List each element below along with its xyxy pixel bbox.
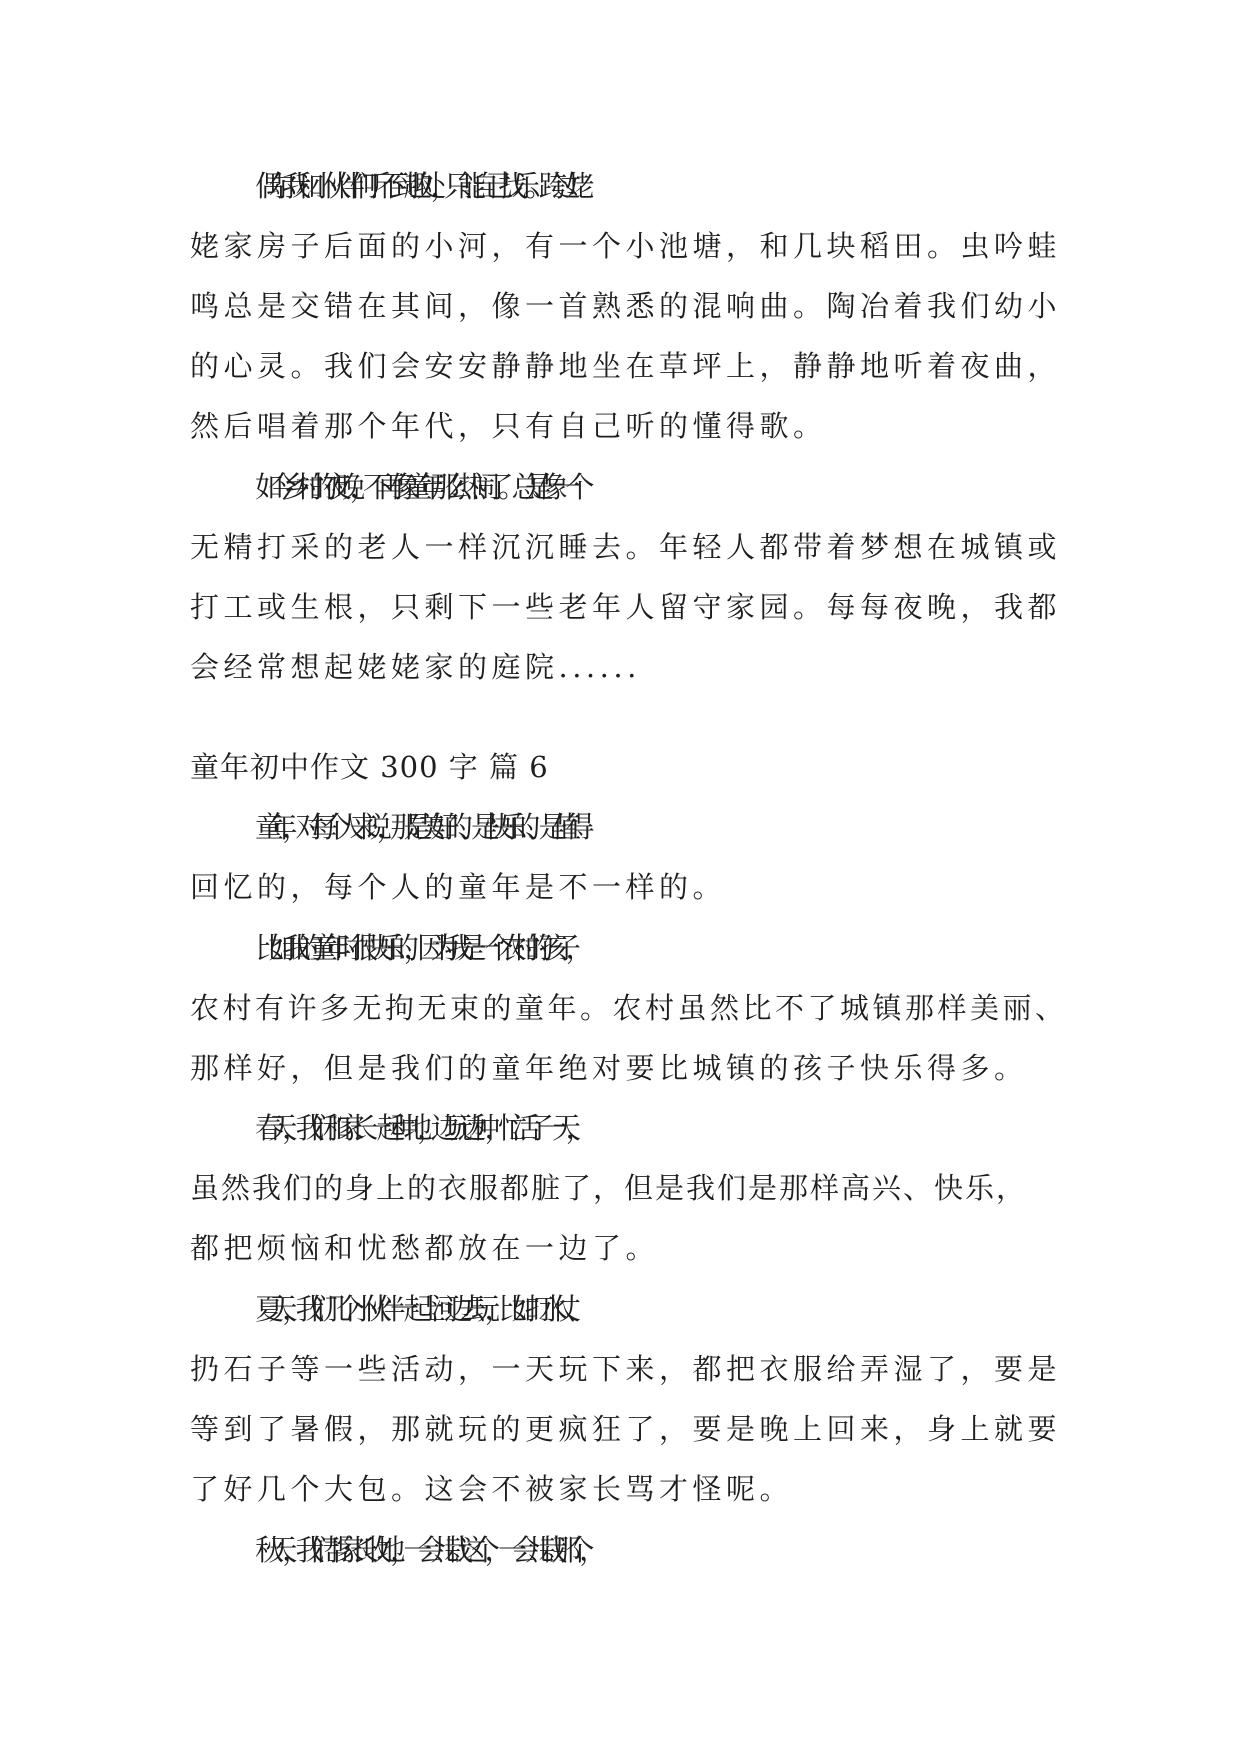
- text-line: 春天，我们和家长一起种地，边玩边种，忙活了一天，: [255, 1111, 580, 1145]
- text-line: 会经常想起姥姥家的庭院......: [190, 650, 641, 684]
- text-line: 偶尔我和小伙伴们听不到趣处，只能自己找乐。跨过姥: [255, 169, 580, 203]
- text-line: 姥家房子后面的小河，有一个小池塘，和几块稻田。虫吟蛙: [190, 229, 1062, 263]
- text-line: 然后唱着那个年代，只有自己听的懂得歌。: [190, 409, 827, 443]
- text-line: 鸣总是交错在其间，像一首熟悉的混响曲。陶冶着我们幼小: [190, 289, 1062, 323]
- text-line: 都把烦恼和忧愁都放在一边了。: [190, 1231, 660, 1265]
- text-line: 农村有许多无拘无束的童年。农村虽然比不了城镇那样美丽、: [190, 991, 1068, 1025]
- text-line: 等到了暑假，那就玩的更疯狂了，要是晚上回来，身上就要: [190, 1412, 1062, 1446]
- text-line: 虽然我们的身上的衣服都脏了，但是我们是那样高兴、快乐，: [190, 1171, 1028, 1205]
- text-line: 扔石子等一些活动，一天玩下来，都把衣服给弄湿了，要是: [190, 1352, 1062, 1386]
- text-line: 回忆的，每个人的童年是不一样的。: [190, 870, 727, 904]
- text-line: 秋天，我们帮家长收地，一会儿栽这个，一会儿栽那个，: [255, 1533, 593, 1567]
- text-line: 打工或生根，只剩下一些老年人留守家园。每每夜晚，我都: [190, 590, 1062, 624]
- text-line: 比如我的童年时很快乐的，因为我是一个农村的孩子，: [255, 931, 580, 965]
- text-line: 那样好，但是我们的童年绝对要比城镇的孩子快乐得多。: [190, 1051, 1028, 1085]
- text-line: 夏天，我们几个小伙伴一起上河边去玩，比如打水仗、: [255, 1292, 580, 1326]
- section-title: 童年初中作文 300 字 篇 6: [190, 750, 549, 784]
- text-line: 如今乡村的夜晚，不再像童年那么热闹了。总是像一个: [255, 470, 580, 504]
- text-line: 的心灵。我们会安安静静地坐在草坪上，静静地听着夜曲，: [190, 349, 1062, 383]
- text-line: 童年，对每个人来说，那是美好的、是快乐的、是值得: [255, 810, 580, 844]
- text-line: 了好几个大包。这会不被家长骂才怪呢。: [190, 1472, 794, 1506]
- text-line: 无精打采的老人一样沉沉睡去。年轻人都带着梦想在城镇或: [190, 530, 1062, 564]
